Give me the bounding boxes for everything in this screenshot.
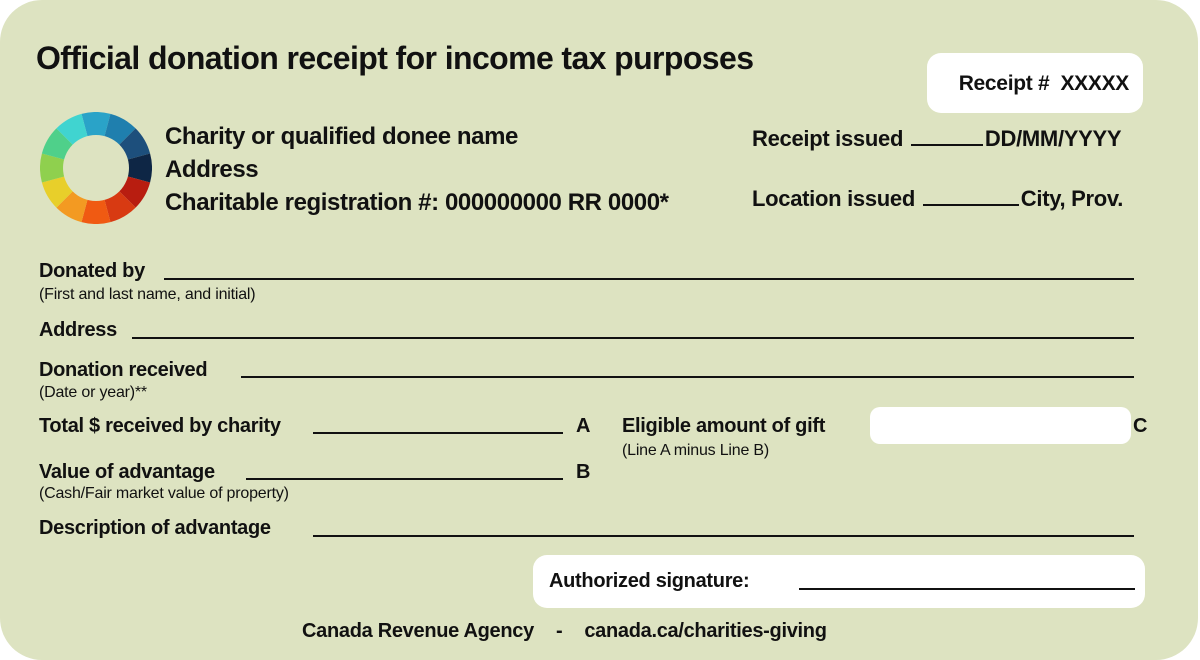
description-of-advantage-field[interactable] bbox=[313, 535, 1134, 537]
value-of-advantage-hint: (Cash/Fair market value of property) bbox=[39, 485, 289, 502]
donation-received-field[interactable] bbox=[241, 376, 1134, 378]
receipt-issued-placeholder: DD/MM/YYYY bbox=[984, 126, 1122, 151]
eligible-amount-hint: (Line A minus Line B) bbox=[622, 442, 769, 459]
signature-label: Authorized signature: bbox=[549, 570, 750, 592]
donation-received-hint: (Date or year)** bbox=[39, 384, 147, 401]
footer bbox=[302, 620, 827, 643]
registration-label: Charitable registration #: bbox=[165, 189, 439, 216]
line-a-marker: A bbox=[576, 415, 591, 437]
registration-number: 000000000 RR 0000* bbox=[444, 189, 669, 216]
receipt-number-label: Receipt # bbox=[958, 72, 1050, 95]
signature-box bbox=[533, 555, 1145, 608]
value-of-advantage-label: Value of advantage bbox=[39, 461, 215, 483]
receipt-title: Official donation receipt for income tax purposes bbox=[36, 40, 754, 76]
receipt-number bbox=[959, 72, 1129, 96]
description-of-advantage-label: Description of advantage bbox=[39, 517, 271, 539]
donated-by-hint: (First and last name, and initial) bbox=[39, 286, 256, 303]
agency-name: Canada Revenue Agency bbox=[302, 620, 534, 642]
eligible-amount-field[interactable] bbox=[870, 407, 1131, 444]
eligible-amount-label: Eligible amount of gift bbox=[622, 415, 826, 437]
donated-by-field[interactable] bbox=[164, 278, 1134, 280]
charity-name: Charity or qualified donee name bbox=[165, 123, 519, 150]
receipt-number-value: XXXXX bbox=[1060, 72, 1129, 95]
charity-registration bbox=[165, 186, 669, 219]
total-received-label: Total $ received by charity bbox=[39, 415, 281, 437]
location-issued-field[interactable] bbox=[923, 203, 1019, 206]
website-link[interactable]: canada.ca/charities-giving bbox=[584, 620, 827, 642]
footer-separator: - bbox=[555, 620, 563, 642]
location-issued-row bbox=[752, 186, 1123, 212]
location-issued-label: Location issued bbox=[752, 186, 915, 211]
signature-field[interactable] bbox=[799, 588, 1135, 590]
charity-logo-icon bbox=[40, 112, 152, 224]
donor-address-label: Address bbox=[39, 319, 117, 341]
receipt-issued-row bbox=[752, 126, 1121, 152]
line-b-marker: B bbox=[576, 461, 591, 483]
donation-received-label: Donation received bbox=[39, 359, 208, 381]
donated-by-label: Donated by bbox=[39, 260, 145, 282]
receipt-issued-field[interactable] bbox=[911, 143, 983, 146]
receipt-issued-label: Receipt issued bbox=[752, 126, 904, 151]
charity-info bbox=[165, 120, 669, 219]
donor-address-field[interactable] bbox=[132, 337, 1134, 339]
total-received-field[interactable] bbox=[313, 432, 563, 434]
location-issued-placeholder: City, Prov. bbox=[1020, 186, 1124, 211]
receipt-number-box bbox=[927, 53, 1143, 113]
value-of-advantage-field[interactable] bbox=[246, 478, 563, 480]
line-c-marker: C bbox=[1133, 415, 1148, 437]
charity-address: Address bbox=[165, 156, 259, 183]
